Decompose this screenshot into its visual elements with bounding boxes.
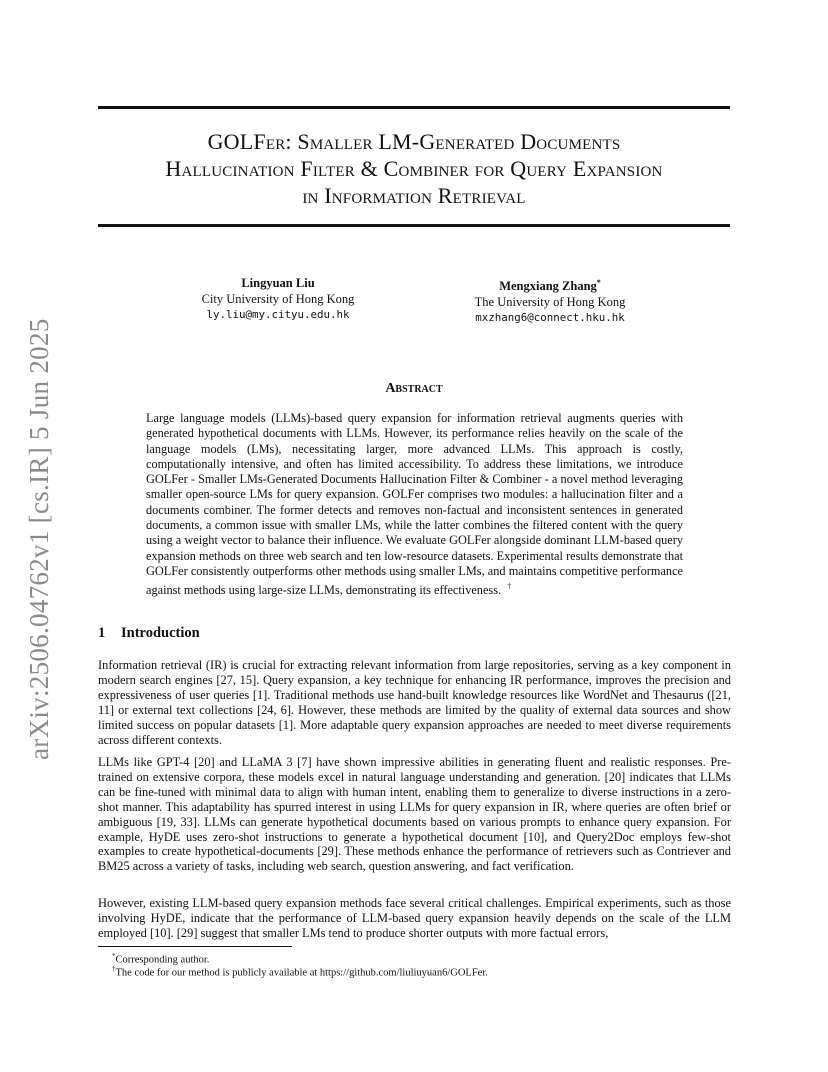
author-name: Mengxiang Zhang	[499, 279, 597, 294]
abstract-text	[146, 411, 683, 599]
body-paragraph: LLMs like GPT-4 [20] and LLaMA 3 [7] have shown impressive abilities in generating fluent and realistic responses. Pre-trained on extensive corpora, these models excel in natural language understanding and generation. [20] indicates that LLMs can be fine-tuned with minimal data to align with human intent, enabling them to generalize to diverse instructions in a zero-shot manner. This adaptability has spurred interest in using LLMs for query expansion in IR, where queries are often brief or ambiguous [19, 33]. LLMs can generate hypothetical documents based on various prompts to enhance query expansion. For example, HyDE uses zero-shot instructions to generate a hypothetical document [10], and Query2Doc employs few-shot examples to create hypothetical-documents [29]. These methods enhance the performance of retrievers such as Contriever and BM25 across a variety of tasks, including web search, question answering, and fact verification.	[98, 755, 731, 874]
author-name: Lingyuan Liu	[241, 276, 315, 290]
author-email[interactable]: mxzhang6@connect.hku.hk	[475, 311, 625, 325]
title-top-rule	[98, 106, 730, 109]
author-block-1	[178, 275, 378, 323]
arxiv-identifier: arXiv:2506.04762v1 [cs.IR] 5 Jun 2025	[24, 318, 54, 760]
abstract-paragraph: Large language models (LLMs)-based query expansion for information retrieval augments queries with generated hypothetical documents with LLMs. However, its performance relies heavily on the scale of the language models (LMs), necessitating larger, more advanced LLMs. This approach is costly, computationally intensive, and often has limited accessibility. To address these limitations, we introduce GOLFer - Smaller LMs-Generated Documents Hallucination Filter & Combiner - a novel method leveraging smaller open-source LMs for query expansion. GOLFer comprises two modules: a hallucination filter and a documents combiner. The former detects and removes non-factual and inconsistent sentences in generated documents, a common issue with smaller LMs, while the latter combines the filtered content with the query using a weight vector to balance their influence. We evaluate GOLFer alongside dominant LLM-based query expansion methods on three web search and ten low-resource datasets. Experimental results demonstrate that GOLFer consistently outperforms other methods using smaller LMs, and maintains competitive performance against methods using large-size LLMs, demonstrating its effectiveness.	[146, 411, 683, 598]
title-line-2: Hallucination Filter & Combiner for Query Expansion	[165, 156, 663, 181]
footnote-marker[interactable]: †	[507, 582, 512, 592]
section-heading	[98, 625, 200, 642]
footnote-text: Corresponding author.	[115, 954, 210, 966]
author-block-2	[450, 275, 650, 326]
section-title: Introduction	[121, 625, 200, 641]
author-email[interactable]: ly.liu@my.cityu.edu.hk	[206, 308, 350, 321]
body-paragraph: However, existing LLM-based query expansion methods face several critical challenges. Empirical experiments, such as those involving HyDE, indicate that the performance of LLM-based query expansion heavily depends on the scale of the LLM employed [10]. [29] suggest that smaller LMs tend to produce shorter outputs with more factual errors,	[98, 896, 731, 940]
corresponding-marker: *	[596, 278, 601, 287]
footnote-rule	[98, 946, 292, 947]
author-affiliation: The University of Hong Kong	[474, 295, 626, 310]
footnote-marker: †	[112, 965, 116, 973]
footnote-2	[112, 963, 488, 980]
title-bottom-rule	[98, 224, 730, 227]
author-affiliation: City University of Hong Kong	[201, 292, 355, 306]
section-number: 1	[98, 625, 106, 641]
paper-title	[98, 128, 730, 209]
abstract-heading: Abstract	[385, 381, 443, 396]
title-line-3: in Information Retrieval	[302, 183, 526, 208]
body-paragraph: Information retrieval (IR) is crucial for extracting relevant information from large repositories, serving as a key component in modern search engines [27, 15]. Query expansion, a key technique for enhancing IR performance, improves the precision and expressiveness of user queries [1]. Traditional methods use hand-built knowledge resources like WordNet and Thesaurus ([21, 11] or external text collections [24, 6]. However, these methods are limited by the quality of external data sources and show limited success on popular datasets [1]. More adaptable query expansion approaches are needed to meet diverse requirements across different contexts.	[98, 658, 731, 747]
footnote-marker: *	[112, 952, 116, 960]
footnote-text[interactable]: The code for our method is publicly available at https://github.com/liuliuyuan6/GOLFer.	[115, 967, 488, 979]
title-line-1: GOLFer: Smaller LM-Generated Documents	[207, 129, 621, 154]
